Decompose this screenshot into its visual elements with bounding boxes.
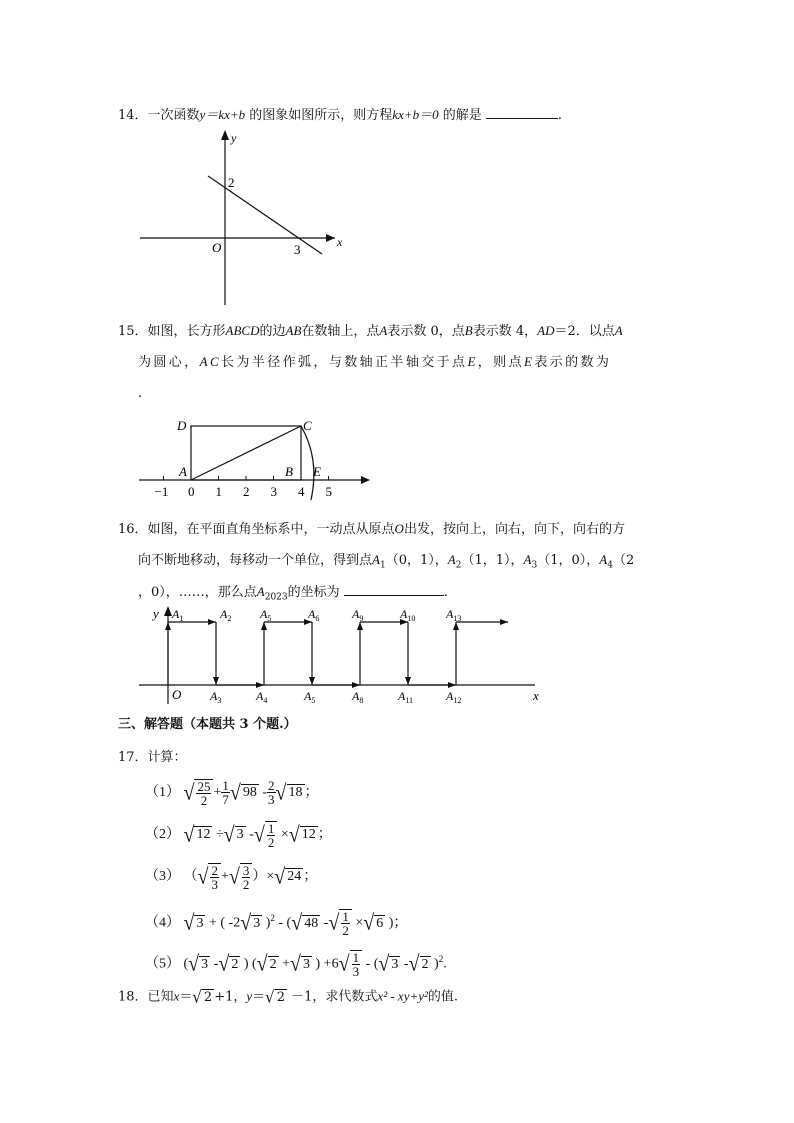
q16-arrow (453, 622, 459, 630)
q16-bottom-label: $A_8$ (352, 689, 364, 705)
q18-eq2: ＝ (252, 989, 266, 1005)
q16-arrow (208, 619, 216, 625)
q14-x-intercept: 3 (294, 242, 301, 257)
q15-t5: 表示数 4， (472, 324, 538, 339)
q17-num-1: （1） (145, 785, 180, 800)
radical: √ 3 (378, 952, 399, 977)
q14-origin: O (212, 240, 222, 255)
q16-t1: 16．如图，在平面直角坐标系中，一动点从原点 (118, 522, 395, 537)
q17-item-2: （2） √ 12 ÷ √ 3 - √ $\frac{1}{2}$ × √ 12 ； (145, 820, 332, 850)
q16-arrow (213, 677, 219, 685)
q16-top-label: $A_9$ (352, 607, 364, 623)
radical: √ $\frac{1}{2}$ (254, 821, 277, 849)
q16-bottom-label: $A_4$ (256, 689, 268, 705)
q16-line1 (118, 521, 625, 538)
q15-ab: AB (285, 323, 302, 338)
q16-c1: （0，1） (385, 553, 435, 568)
q16-t4: ，0），……，那么点 (138, 585, 257, 600)
q15-t4: 表示数 0，点 (387, 324, 465, 339)
q14-answer-blank[interactable] (486, 106, 558, 119)
radical: √ $\frac{2}{3}$ (198, 863, 221, 891)
q15-t10: 表示的数为 (534, 355, 612, 370)
q15-label-c: C (303, 418, 312, 433)
q16-c4: （2 (612, 553, 635, 568)
q16-bottom-label: $A_{12}$ (446, 689, 462, 705)
q17-title-text: 17．计算： (118, 750, 187, 765)
q16-pt3: A (523, 552, 532, 567)
radical: √ 2 (265, 987, 285, 1007)
q16-arrow (261, 622, 267, 630)
q18-y: y (246, 988, 253, 1004)
q14-suffix: 的解是 (442, 108, 482, 123)
radical: √ 3 (188, 952, 209, 977)
q15-label-e: E (313, 464, 321, 479)
q14-function: y＝kx+b (199, 107, 246, 122)
q15-line2 (138, 354, 611, 371)
q17-item-5: （5） ( √ 3 - √ 2 ) ( √ 2 + √ 3 ) +6 √ $\frac{1}{3}$ - ( √ 3 - √ 2 )$^2$. (145, 950, 447, 980)
q16-bottom-label: $A_{11}$ (398, 689, 414, 705)
radical: √ 3 (223, 822, 244, 847)
q16-c3: （1，0） (537, 553, 587, 568)
q15-label-b: B (285, 464, 293, 479)
q15-t7: 为圆心， (138, 355, 200, 370)
q16-x-label: x (533, 688, 539, 703)
q16-end: . (443, 585, 448, 600)
q14-y-intercept: 2 (228, 175, 235, 190)
q16-y-label: y (153, 606, 159, 621)
q16-arrow (405, 677, 411, 685)
q15-tick-label: 1 (215, 484, 222, 499)
q16-target: A (256, 584, 265, 599)
q16-arrow (165, 622, 171, 630)
q15-t2: 的边 (259, 324, 286, 339)
q16-arrow (352, 682, 360, 688)
q16-pt4: A (599, 552, 608, 567)
q16-sub1: 1 (379, 560, 386, 571)
q15-tick-label: 5 (325, 484, 332, 499)
q15-t6: ＝2．以点 (554, 324, 615, 339)
q14-graph (130, 128, 350, 308)
q15-ac: AC (199, 354, 222, 369)
q16-top-label: $A_1$ (172, 607, 184, 623)
radical: √ 24 (274, 864, 302, 889)
q16-o: O (394, 521, 404, 536)
q15-tick-label: 2 (243, 484, 250, 499)
q14-end: . (557, 108, 563, 123)
radical: √ 48 (291, 911, 319, 936)
q16-arrow (357, 622, 363, 630)
q16-line2: 向不断地移动，每移动一个单位，得到点$A_1(0$，1），$A_2(1$，1），$A_3(1$，0），$A_4(2$ (138, 552, 635, 571)
q15-ad: AD (537, 323, 555, 338)
q17-num-4: （4） (145, 915, 180, 931)
q15-line3 (138, 386, 142, 402)
radical: √ 98 (229, 780, 257, 805)
q18-eq1: ＝ (179, 989, 193, 1005)
radical: √ 12 (183, 822, 211, 847)
q16-arrow (448, 682, 456, 688)
q16-t3: 向不断地移动，每移动一个单位，得到点 (138, 553, 373, 568)
q14-text (118, 106, 562, 124)
q18-t1: 18．已知 (118, 989, 174, 1005)
radical: √ 2 (192, 987, 213, 1007)
q16-top-label: $A_6$ (308, 607, 320, 623)
radical: √ 3 (290, 952, 311, 977)
q17-item-4: （4） √ 3 + ( -2 √ 3 )$^2$ - ( √ 48 - √ $\frac{1}{2}$ × √ 6 )； (145, 909, 408, 939)
q18-x: x (173, 988, 180, 1004)
q15-tick-label: 4 (298, 484, 305, 499)
q14-equation: kx+b＝0 (392, 107, 439, 122)
q17-num-3: （3） (145, 869, 180, 884)
q16-sub4: 4 (607, 560, 613, 571)
q16-answer-blank[interactable] (344, 583, 444, 596)
q16-arrow (309, 677, 315, 685)
q15-e: E (467, 354, 478, 369)
radical: √ 2 (218, 952, 239, 977)
q16-pt1: A (372, 552, 380, 567)
q16-bottom-label: $A_5$ (304, 689, 316, 705)
q18-expression: x² - xy+y² (377, 988, 428, 1004)
q16-origin: O (172, 687, 182, 702)
q15-t8: 长为半径作弧，与数轴正半轴交于点 (221, 355, 468, 370)
radical: √ $\frac{1}{2}$ (328, 909, 351, 937)
radical: √ 18 (275, 780, 303, 805)
q15-label-d: D (177, 418, 187, 433)
q16-top-label: $A_5$ (260, 607, 272, 623)
section3-title-text: 三、解答题（本题共 3 个题.） (118, 717, 297, 732)
q17-title (118, 750, 187, 766)
q16-bottom-label: $A_3$ (210, 689, 222, 705)
q15-a: A (379, 323, 388, 338)
q14-x-label: x (337, 235, 343, 249)
q17-item-1: （1） √ $\frac{25}{2}$ + $\frac{1}{7}$ √ 98 - $\frac{2}{3}$ √ 18 ； (145, 778, 319, 808)
q16-top-label: $A_{13}$ (446, 607, 462, 623)
radical: √ 12 (288, 822, 316, 847)
radical: √ 2 (256, 952, 277, 977)
q16-arrow (500, 619, 508, 625)
q16-arrow (256, 682, 264, 688)
q16-pt2: A (447, 552, 456, 567)
q15-line1 (118, 323, 623, 340)
q14-prefix: 14．一次函数 (118, 108, 200, 123)
q17-item-3: （3） （ √ $\frac{2}{3}$ + √ $\frac{3}{2}$ ）× √ 24 ； (145, 862, 318, 892)
q15-t9: ，则点 (477, 355, 524, 370)
q15-tick-label: −1 (154, 484, 169, 499)
q14-mid: 的图象如图所示，则方程 (249, 108, 393, 123)
q15-e2: E (523, 354, 535, 369)
q14-y-label: y (231, 131, 237, 145)
q15-abcd: ABCD (225, 323, 260, 338)
radical: √ $\frac{25}{2}$ (184, 779, 214, 807)
q16-sub3: 3 (531, 560, 538, 571)
q15-a2: A (614, 323, 623, 338)
radical: √ 3 (183, 911, 204, 936)
q16-top-label: $A_2$ (220, 607, 232, 623)
q16-line3 (138, 583, 448, 606)
radical: √ $\frac{3}{2}$ (229, 863, 252, 891)
section3-title (118, 717, 297, 733)
q15-label-a: A (179, 464, 187, 479)
q16-t5: 的坐标为 (287, 585, 340, 600)
q17-num-5: （5） (145, 956, 180, 972)
q17-num-2: （2） (145, 827, 180, 842)
q16-t2: 出发，按向上，向右，向下，向右的方 (403, 522, 625, 537)
q16-sub2: 2 (455, 560, 462, 571)
q15-b: B (464, 323, 473, 338)
q15-tick-label: 3 (270, 484, 277, 499)
q16-target-sub: 2023 (264, 592, 288, 603)
q18-plus1: +1， (214, 989, 247, 1005)
q16-c2: （1，1） (461, 553, 511, 568)
q15-t1: 15．如图，长方形 (118, 324, 226, 339)
radical: √ 6 (363, 911, 384, 936)
q15-tick-label: 0 (188, 484, 195, 499)
q15-figure (135, 414, 385, 504)
q18-end: 的值. (427, 989, 459, 1005)
radical: √ $\frac{1}{3}$ (339, 950, 362, 978)
q15-t3: 在数轴上，点 (301, 324, 380, 339)
q15-answer-end: . (138, 386, 143, 401)
q16-figure (135, 604, 555, 710)
q16-top-label: $A_{10}$ (400, 607, 416, 623)
radical: √ 2 (408, 952, 429, 977)
q18-minus1: －1，求代数式 (291, 989, 378, 1005)
radical: √ 3 (240, 911, 261, 936)
q18-text (118, 987, 458, 1007)
